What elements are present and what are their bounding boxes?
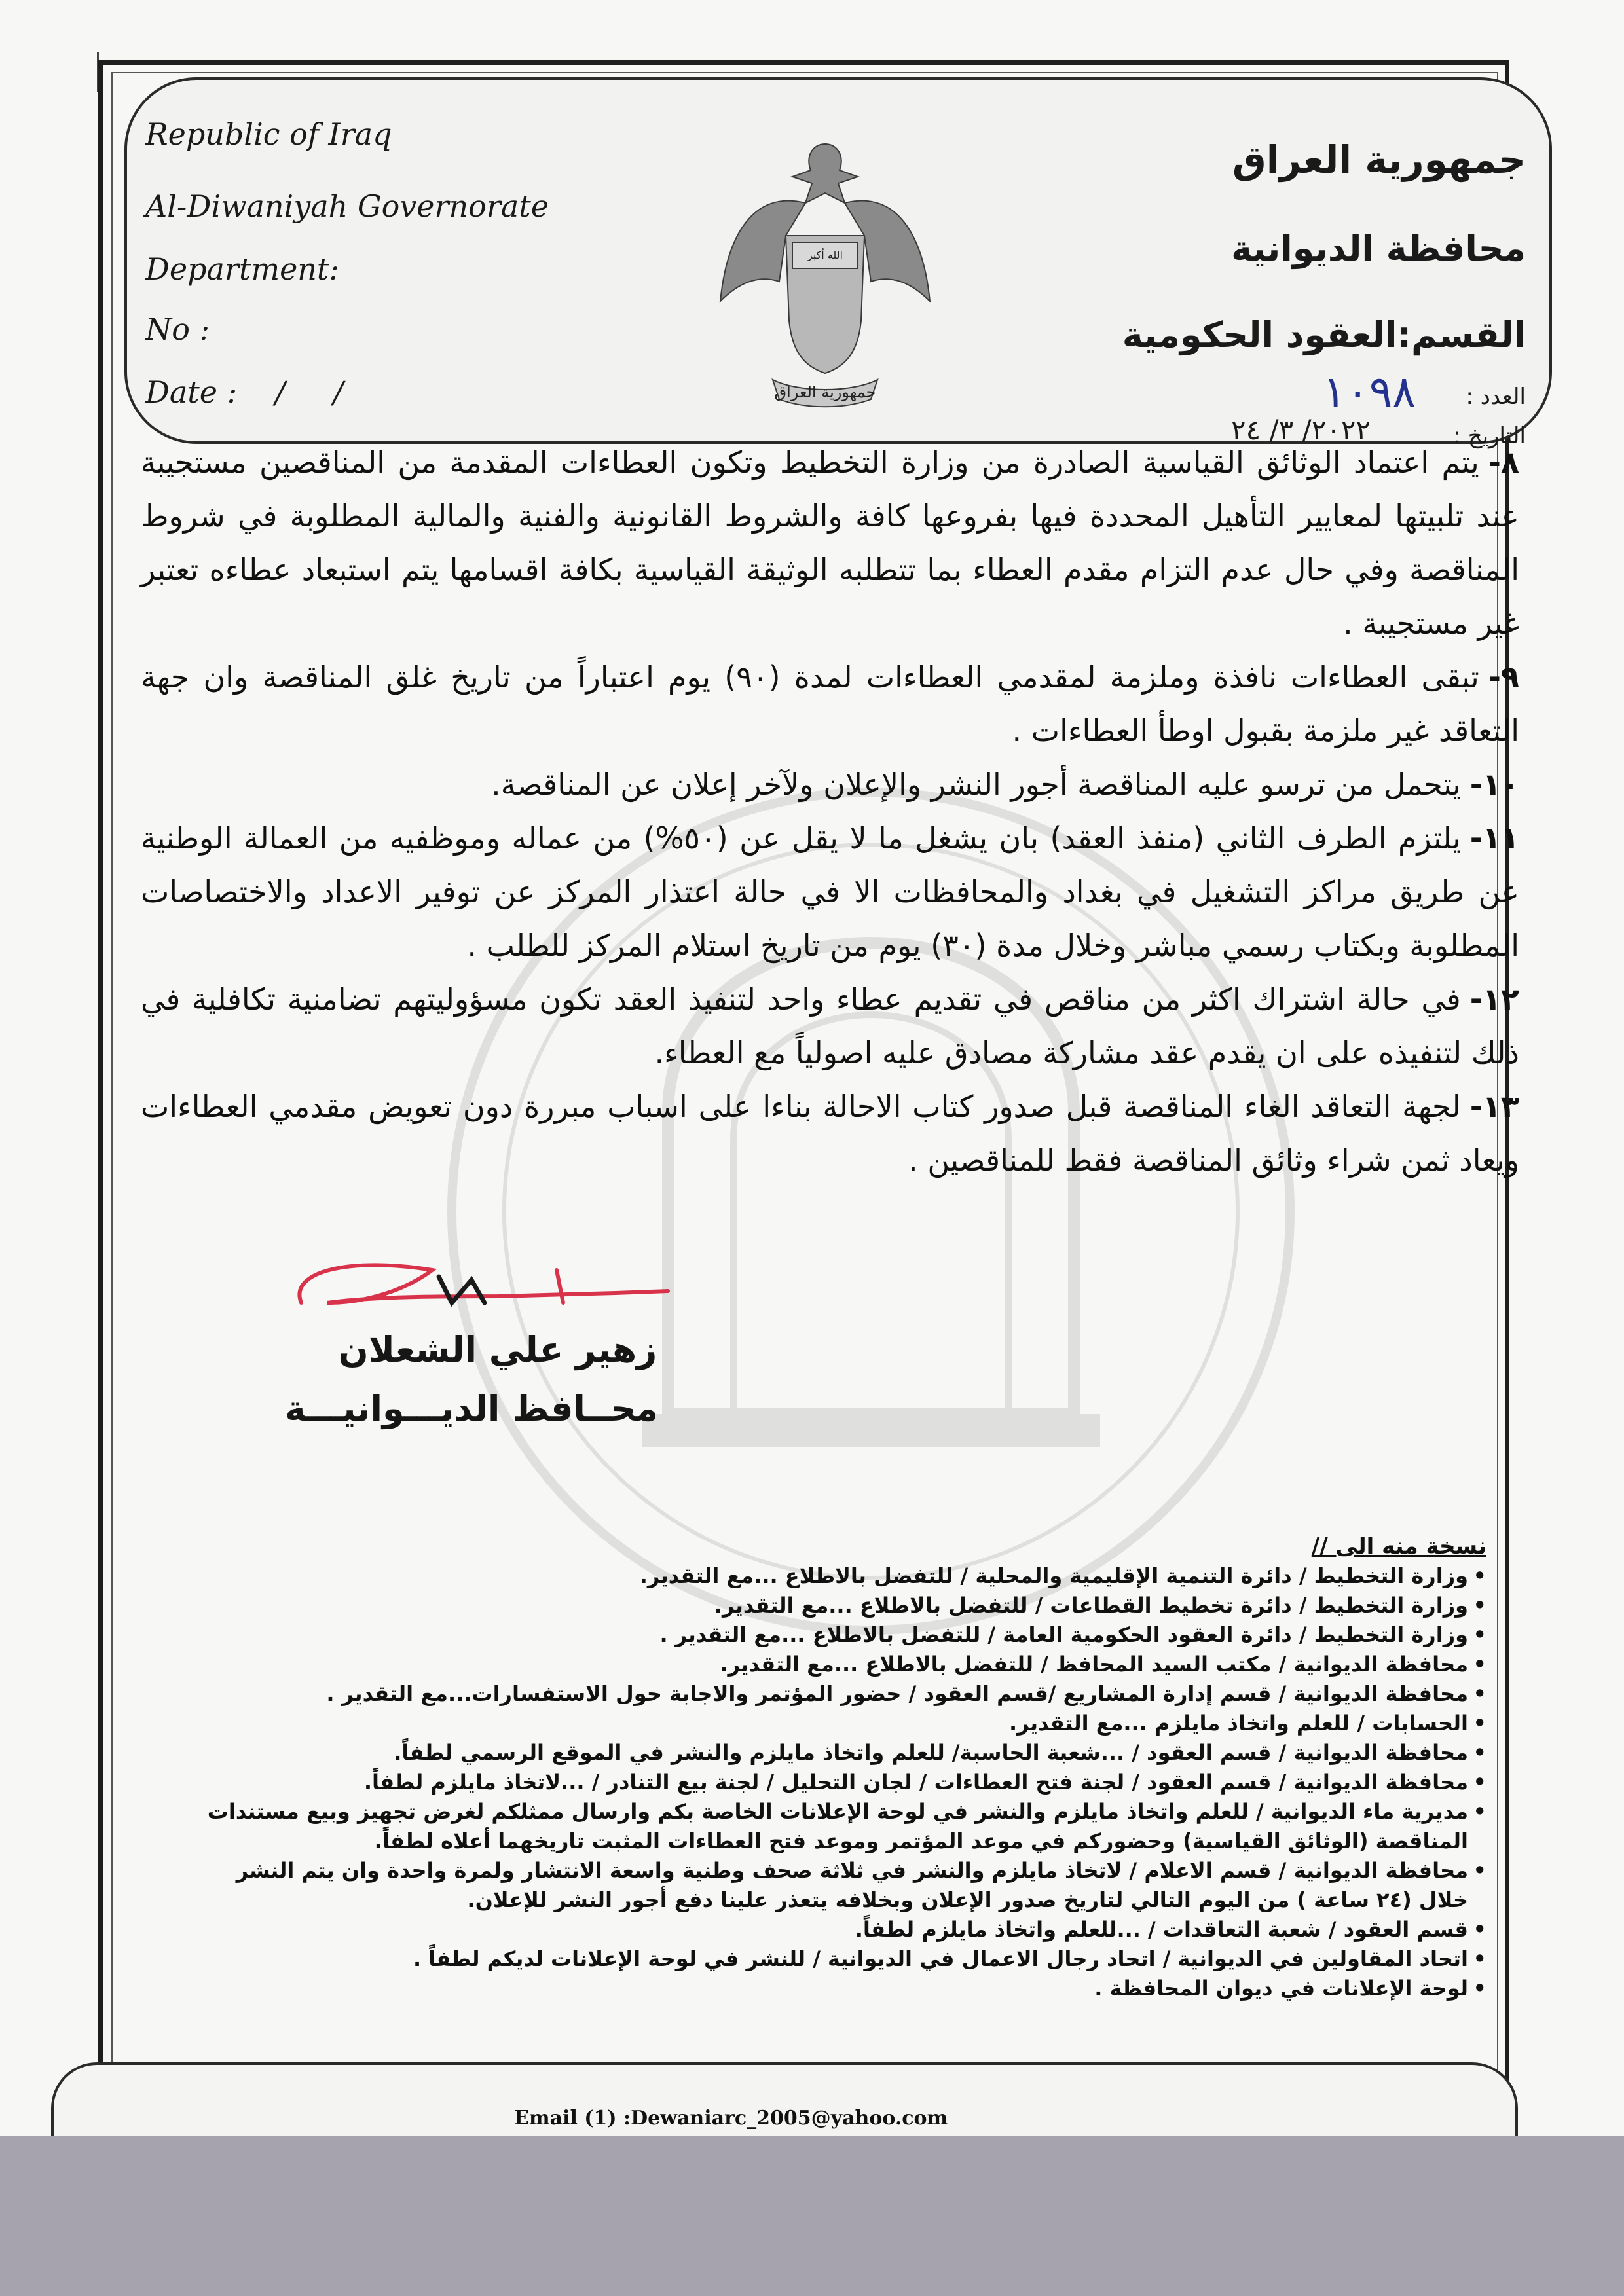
ar-country: جمهورية العراق [1232, 137, 1526, 182]
cc-item: • قسم العقود / شعبة التعاقدات / ...للعلم واتخاذ مايلزم لطفاً. [855, 1917, 1486, 1942]
cc-item: • الحسابات / للعلم واتخاذ مايلزم ...مع التقدير. [1008, 1711, 1486, 1736]
cc-item: • وزارة التخطيط / دائرة التنمية الإقليمية والمحلية / للتفضل بالاطلاع ...مع التقدير. [639, 1563, 1486, 1588]
cc-item: • محافظة الديوانية / قسم إدارة المشاريع /قسم العقود / حضور المؤتمر والاجابة حول الاستفسارات...مع التقدير . [326, 1681, 1486, 1706]
cc-item: • لوحة الإعلانات في ديوان المحافظة . [1094, 1976, 1486, 2001]
clause-9: ٩-تبقى العطاءات نافذة وملزمة لمقدمي العطاءات لمدة (٩٠) يوم اعتباراً من تاريخ غلق المناقصة وان جهة التعاقد غير ملزمة بقبول اوطأ العطاءات . [141, 659, 1519, 748]
cc-item: • محافظة الديوانية / مكتب السيد المحافظ / للتفضل بالاطلاع ...مع التقدير. [720, 1652, 1486, 1677]
ar-number-label: العدد : [1466, 384, 1526, 410]
footer-email: Email (1) :Dewaniarc_2005@yahoo.com [514, 2107, 948, 2130]
clause-11: ١١-يلتزم الطرف الثاني (منفذ العقد) بان يشغل ما لا يقل عن (٥٠%) من عماله وموظفيه من العمالة الوطنية عن طريق مراكز التشغيل في بغداد والمحافظات الا في حالة اعتذار المركز عن توفير الاعداد والاختصاصات المطلوبة وبكتاب رسمي مباشر وخلال مدة (٣٠) يوم من تاريخ استلام المركز للطلب . [141, 820, 1519, 963]
scan-bottom-margin [0, 2136, 1624, 2296]
cc-item: • محافظة الديوانية / قسم الاعلام / لاتخاذ مايلزم والنشر في ثلاثة صحف وطنية واسعة الانتشار ولمرة واحدة وان يتم النشر خلال (٢٤ ساعة ) من اليوم التالي لتاريخ صدور الإعلان وبخلافه يتعذر علينا دفع أجور النشر للإعلان. [236, 1858, 1486, 1912]
signer-title: محــافظ الديـــوانيـــة [285, 1388, 658, 1429]
en-department-label: Department: [145, 251, 339, 287]
en-date-label: Date : [145, 374, 238, 410]
ar-governorate: محافظة الديوانية [1231, 228, 1526, 269]
cc-item: • محافظة الديوانية / قسم العقود / لجنة فتح العطاءات / لجان التحليل / لجنة بيع التنادر / ...لاتخاذ مايلزم لطفاً. [363, 1770, 1486, 1795]
iraq-eagle-emblem [714, 131, 936, 419]
en-number-label: No : [145, 312, 210, 347]
clause-13: ١٣-لجهة التعاقد الغاء المناقصة قبل صدور كتاب الاحالة بناءا على اسباب مبررة دون تعويض مقدمي العطاءات ويعاد ثمن شراء وثائق المناقصة فقط للمناقصين . [141, 1089, 1519, 1178]
ar-number-value: ١٠٩٨ [1323, 367, 1416, 417]
cc-item: • اتحاد المقاولين في الديوانية / اتحاد رجال الاعمال في الديوانية / للنشر في لوحة الإعلانات لديكم لطفاً . [413, 1946, 1486, 1971]
ar-date-label: التاريخ : [1453, 423, 1526, 449]
cc-item: • وزارة التخطيط / دائرة تخطيط القطاعات / للتفضل بالاطلاع ...مع التقدير. [714, 1593, 1486, 1618]
clause-8: ٨-يتم اعتماد الوثائق القياسية الصادرة من وزارة التخطيط وتكون العطاءات المقدمة من المناقصين مستجيبة عند تلبيتها لمعايير التأهيل المحددة فيها بفروعها كافة والشروط القانونية والفنية والمالية المطلوبة في شروط المناقصة وفي حال عدم التزام مقدم العطاء بما تتطلبه الوثيقة القياسية بكافة اقسامها يتم استبعاد عطاءه تعتبر غير مستجيبة . [141, 445, 1519, 641]
ar-date-value: ٢٠٢٢/ ٣/ ٢٤ [1231, 414, 1371, 446]
emblem-shield-text: الله أكبر [807, 249, 843, 261]
clause-12: ١٢-في حالة اشتراك اكثر من مناقص في تقديم عطاء واحد لتنفيذ العقد تكون مسؤوليتهم تضامنية تكافلية في ذلك لتنفيذه على ان يقدم عقد مشاركة مصادق عليه اصولياً مع العطاء. [141, 981, 1519, 1070]
signature-block [275, 1231, 733, 1480]
cc-heading: نسخة منه الى // [1311, 1533, 1486, 1559]
cc-item: • محافظة الديوانية / قسم العقود / ...شعبة الحاسبة/ للعلم واتخاذ مايلزم والنشر في الموقع الرسمي لطفاً. [394, 1740, 1486, 1765]
cc-item: • مديرية ماء الديوانية / للعلم واتخاذ مايلزم والنشر في لوحة الإعلانات الخاصة بكم وارسال ممثلكم لغرض تجهيز وبيع مستندات المناقصة (الوثائق القياسية) وحضوركم في موعد المؤتمر وموعد فتح العطاءات المثبت تاريخهما أعلاه لطفاً. [207, 1799, 1486, 1853]
clause-10: ١٠-يتحمل من ترسو عليه المناقصة أجور النشر والإعلان ولآخر إعلان عن المناقصة. [491, 767, 1519, 802]
handwritten-signature [275, 1231, 694, 1329]
clauses-body [141, 435, 1519, 1187]
en-country: Republic of Iraq [145, 117, 392, 152]
cc-item: • وزارة التخطيط / دائرة العقود الحكومية العامة / للتفضل بالاطلاع ...مع التقدير . [659, 1622, 1486, 1647]
emblem-banner-text: جمهورية العراق [774, 383, 876, 401]
en-governorate: Al-Diwaniyah Governorate [145, 189, 549, 224]
signer-name: زهير علي الشعلان [338, 1329, 657, 1370]
en-date-slashes: / / [275, 374, 344, 410]
cc-distribution-list [196, 1532, 1486, 2003]
ar-department: القسم:العقود الحكومية [1122, 314, 1526, 355]
